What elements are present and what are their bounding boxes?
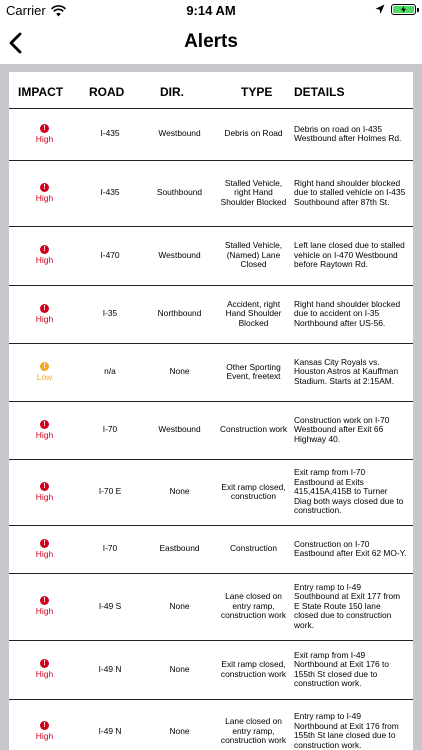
cell-direction: None [140, 640, 219, 699]
impact-label: High [35, 429, 54, 440]
header-road: ROAD [89, 84, 125, 99]
header-type: TYPE [241, 84, 273, 99]
cell-impact [9, 525, 80, 573]
cell-impact [9, 285, 80, 343]
cell-direction: Westbound [140, 108, 219, 160]
cell-impact [9, 226, 80, 285]
cell-direction: Northbound [140, 285, 219, 343]
cell-details: Entry ramp to I-49 Southbound at Exit 177 from E State Route 150 lane closed due to construction work. [288, 573, 413, 640]
exclamation-circle-icon: ! [40, 539, 49, 548]
cell-direction: Westbound [140, 401, 219, 459]
exclamation-circle-icon: ! [40, 245, 49, 254]
cell-road: I-49 N [80, 640, 140, 699]
cell-impact [9, 108, 80, 160]
cell-road: I-70 [80, 401, 140, 459]
table-row[interactable] [9, 160, 413, 226]
cell-impact [9, 459, 80, 525]
cell-type: Debris on Road [219, 108, 288, 160]
impact-indicator [9, 482, 80, 503]
cell-direction: None [140, 459, 219, 525]
table-row[interactable] [9, 343, 413, 401]
impact-label: High [35, 192, 54, 203]
impact-label: High [35, 669, 54, 680]
impact-indicator [9, 596, 80, 617]
table-row[interactable] [9, 401, 413, 459]
carrier-label: Carrier [6, 3, 46, 18]
cell-impact [9, 699, 80, 750]
impact-label: High [35, 731, 54, 741]
cell-road: I-49 S [80, 573, 140, 640]
impact-indicator [9, 539, 80, 560]
impact-label: High [35, 606, 54, 617]
impact-indicator [9, 183, 80, 204]
exclamation-circle-icon: ! [40, 362, 49, 371]
table-header-row [9, 72, 413, 108]
alerts-table [9, 72, 413, 750]
cell-impact [9, 640, 80, 699]
cell-type: Construction work [219, 401, 288, 459]
cell-type: Lane closed on entry ramp, construction work [219, 699, 288, 750]
impact-label: High [35, 255, 54, 266]
cell-impact [9, 573, 80, 640]
impact-label: High [35, 548, 54, 559]
cell-impact [9, 343, 80, 401]
status-right [375, 4, 416, 15]
exclamation-circle-icon: ! [40, 304, 49, 313]
cell-details: Right hand shoulder blocked due to accident on I-35 Northbound after US-56. [288, 285, 413, 343]
header-dir: DIR. [160, 84, 184, 99]
cell-direction: None [140, 573, 219, 640]
cell-road: I-49 N [80, 699, 140, 750]
alerts-card [9, 72, 413, 750]
table-row[interactable] [9, 573, 413, 640]
cell-type: Exit ramp closed, construction work [219, 640, 288, 699]
cell-road: I-435 [80, 108, 140, 160]
cell-direction: None [140, 343, 219, 401]
alerts-table-body [9, 108, 413, 750]
impact-label: High [35, 313, 54, 324]
battery-charging-icon [393, 6, 414, 13]
table-row[interactable] [9, 640, 413, 699]
impact-label: High [35, 133, 54, 144]
cell-details: Exit ramp from I-70 Eastbound at Exits 415,415A,415B to Turner Diag both ways closed due to construction. [288, 459, 413, 525]
cell-impact [9, 160, 80, 226]
table-row[interactable] [9, 699, 413, 750]
status-bar [0, 0, 422, 22]
exclamation-circle-icon: ! [40, 124, 49, 133]
cell-type: Stalled Vehicle, (Named) Lane Closed [219, 226, 288, 285]
cell-impact [9, 401, 80, 459]
impact-label: Low [36, 371, 53, 382]
cell-type: Construction [219, 525, 288, 573]
exclamation-circle-icon: ! [40, 482, 49, 491]
cell-details: Entry ramp to I-49 Northbound at Exit 176 from 155th St lane closed due to construction work. [288, 699, 413, 750]
table-row[interactable] [9, 525, 413, 573]
status-time: 9:14 AM [186, 3, 236, 18]
table-row[interactable] [9, 108, 413, 160]
impact-indicator [9, 420, 80, 441]
cell-direction: Westbound [140, 226, 219, 285]
cell-road: I-70 E [80, 459, 140, 525]
exclamation-circle-icon: ! [40, 420, 49, 429]
exclamation-circle-icon: ! [40, 183, 49, 192]
impact-indicator [9, 245, 80, 266]
header-details: DETAILS [294, 84, 345, 99]
cell-road: I-35 [80, 285, 140, 343]
impact-indicator [9, 304, 80, 325]
cell-road: n/a [80, 343, 140, 401]
cell-details: Right hand shoulder blocked due to stalled vehicle on I-435 Southbound after 87th St. [288, 160, 413, 226]
table-row[interactable] [9, 459, 413, 525]
location-arrow-icon [375, 4, 385, 15]
impact-indicator [9, 362, 80, 383]
page-title: Alerts [184, 31, 238, 52]
cell-road: I-470 [80, 226, 140, 285]
cell-details: Construction work on I-70 Westbound after Exit 66 Highway 40. [288, 401, 413, 459]
cell-details: Left lane closed due to stalled vehicle on I-470 Westbound before Raytown Rd. [288, 226, 413, 285]
exclamation-circle-icon: ! [40, 659, 49, 668]
impact-indicator [9, 659, 80, 680]
table-row[interactable] [9, 226, 413, 285]
table-row[interactable] [9, 285, 413, 343]
exclamation-circle-icon: ! [40, 721, 49, 730]
cell-road: I-435 [80, 160, 140, 226]
cell-details: Debris on road on I-435 Westbound after Holmes Rd. [288, 108, 413, 160]
cell-type: Accident, right Hand Shoulder Blocked [219, 285, 288, 343]
battery-icon [391, 4, 416, 15]
impact-indicator [9, 721, 80, 742]
exclamation-circle-icon: ! [40, 596, 49, 605]
cell-details: Kansas City Royals vs. Houston Astros at Kauffman Stadium. Starts at 2:15AM. [288, 343, 413, 401]
cell-details: Exit ramp from I-49 Northbound at Exit 176 to 155th St closed due to construction work. [288, 640, 413, 699]
cell-direction: Southbound [140, 160, 219, 226]
cell-type: Stalled Vehicle, right Hand Shoulder Blocked [219, 160, 288, 226]
nav-bar [0, 22, 422, 64]
battery-nub [417, 8, 419, 12]
cell-direction: None [140, 699, 219, 750]
impact-label: High [35, 491, 54, 502]
alerts-content[interactable] [0, 64, 422, 750]
header-impact: IMPACT [18, 84, 64, 99]
cell-road: I-70 [80, 525, 140, 573]
cell-type: Other Sporting Event, freetext [219, 343, 288, 401]
cell-type: Exit ramp closed, construction [219, 459, 288, 525]
cell-type: Lane closed on entry ramp, construction work [219, 573, 288, 640]
impact-indicator [9, 124, 80, 145]
cell-details: Construction on I-70 Eastbound after Exit 62 MO-Y. [288, 525, 413, 573]
cell-direction: Eastbound [140, 525, 219, 573]
